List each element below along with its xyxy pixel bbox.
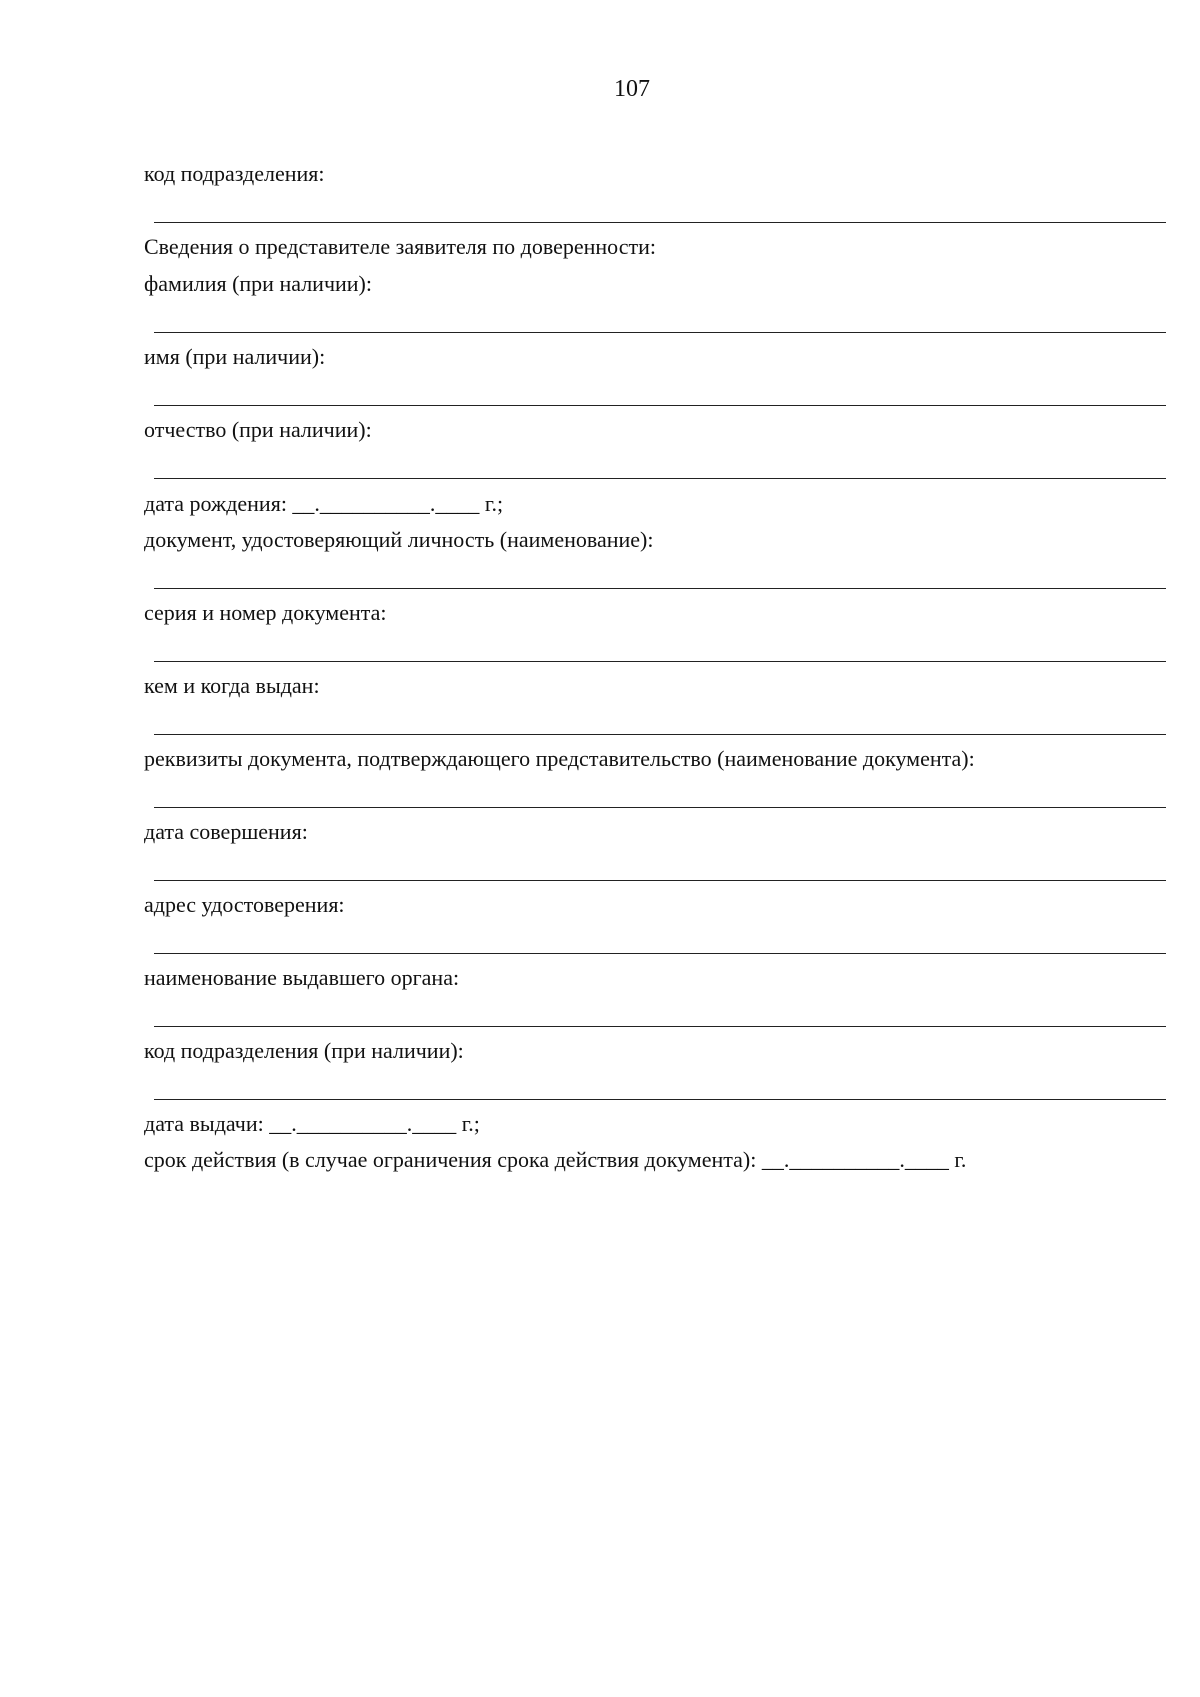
page-number: 107	[614, 76, 650, 102]
surname-fill-line[interactable]	[154, 332, 1166, 333]
identity-document-label: документ, удостоверяющий личность (наименование):	[144, 527, 654, 552]
subdivision-code-optional-label: код подразделения (при наличии):	[144, 1038, 464, 1063]
issuing-authority-fill-line[interactable]	[154, 1026, 1166, 1027]
patronymic-fill-line[interactable]	[154, 478, 1166, 479]
identity-document-fill-line[interactable]	[154, 588, 1166, 589]
issued-by-when-fill-line[interactable]	[154, 734, 1166, 735]
certification-address-label: адрес удостоверения:	[144, 892, 345, 917]
first-name-fill-line[interactable]	[154, 405, 1166, 406]
first-name-label: имя (при наличии):	[144, 344, 326, 369]
authority-document-details-label: реквизиты документа, подтверждающего представительство (наименование документа):	[144, 746, 975, 771]
issue-date-label[interactable]: дата выдачи: __.__________.____ г.;	[144, 1111, 480, 1136]
certification-address-fill-line[interactable]	[154, 953, 1166, 954]
execution-date-fill-line[interactable]	[154, 880, 1166, 881]
surname-label: фамилия (при наличии):	[144, 271, 372, 296]
execution-date-label: дата совершения:	[144, 819, 308, 844]
representative-section-heading: Сведения о представителе заявителя по доверенности:	[144, 234, 656, 259]
subdivision-code-optional-fill-line[interactable]	[154, 1099, 1166, 1100]
birth-date-label[interactable]: дата рождения: __.__________.____ г.;	[144, 491, 504, 516]
subdivision-code-fill-line[interactable]	[154, 222, 1166, 223]
issued-by-when-label: кем и когда выдан:	[144, 673, 320, 698]
document-series-number-fill-line[interactable]	[154, 661, 1166, 662]
issuing-authority-label: наименование выдавшего органа:	[144, 965, 460, 990]
document-series-number-label: серия и номер документа:	[144, 600, 387, 625]
subdivision-code-label: код подразделения:	[144, 161, 325, 186]
authority-document-details-fill-line[interactable]	[154, 807, 1166, 808]
patronymic-label: отчество (при наличии):	[144, 417, 372, 442]
validity-period-label[interactable]: срок действия (в случае ограничения срока действия документа): __.__________.____ г.	[144, 1147, 967, 1172]
